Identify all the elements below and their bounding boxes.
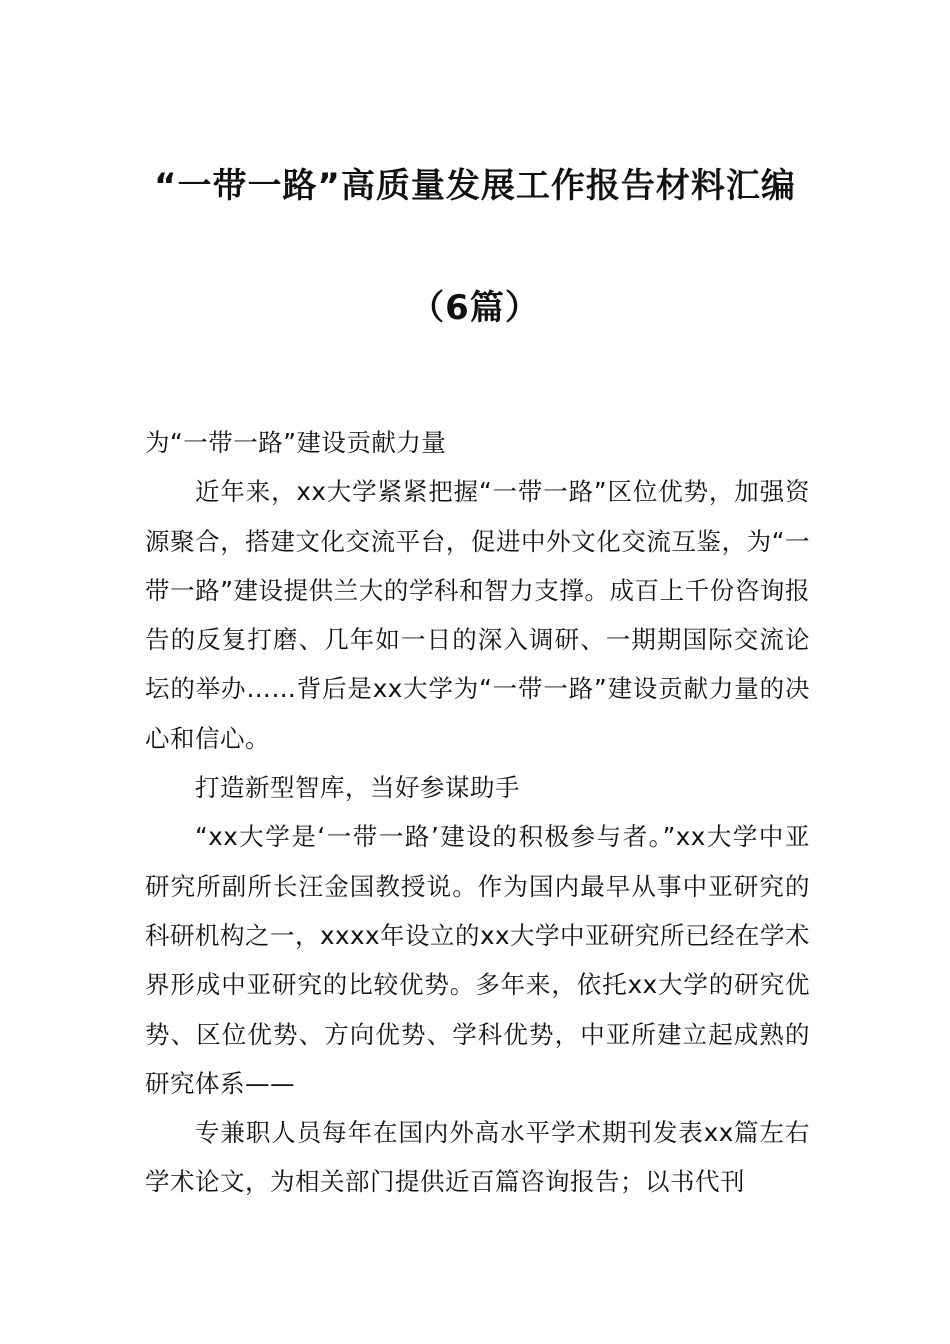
- document-subtitle-count: （6篇）: [410, 288, 540, 328]
- subheading-think-tank: 打造新型智库，当好参谋助手: [195, 773, 520, 803]
- paragraph-central-asia-institute: “xx大学是‘一带一路’建设的积极参与者。”xx大学中亚研究所副所长汪金国教授说。作为国内最早从事中亚研究的科研机构之一，xxxx年设立的xx大学中亚研究所已经在学术界形成中亚研究的比较优势。多年来，依托xx大学的研究优势、区位优势、方向优势、学科优势，中亚所建立起成熟的研究体系——: [145, 822, 810, 1098]
- paragraph-staff-output: 专兼职人员每年在国内外高水平学术期刊发表xx篇左右学术论文，为相关部门提供近百篇咨询报告；以书代刊: [145, 1118, 810, 1197]
- paragraph-intro: 近年来，xx大学紧紧把握“一带一路”区位优势，加强资源聚合，搭建文化交流平台，促进中外文化交流互鉴，为“一带一路”建设提供兰大的学科和智力支撑。成百上千份咨询报告的反复打磨、几年如一日的深入调研、一期期国际交流论坛的举办……背后是xx大学为“一带一路”建设贡献力量的决心和信心。: [145, 477, 810, 753]
- document-body: [145, 418, 810, 1207]
- section-heading: 为“一带一路”建设贡献力量: [145, 428, 447, 457]
- document-title: “一带一路”高质量发展工作报告材料汇编: [154, 166, 796, 206]
